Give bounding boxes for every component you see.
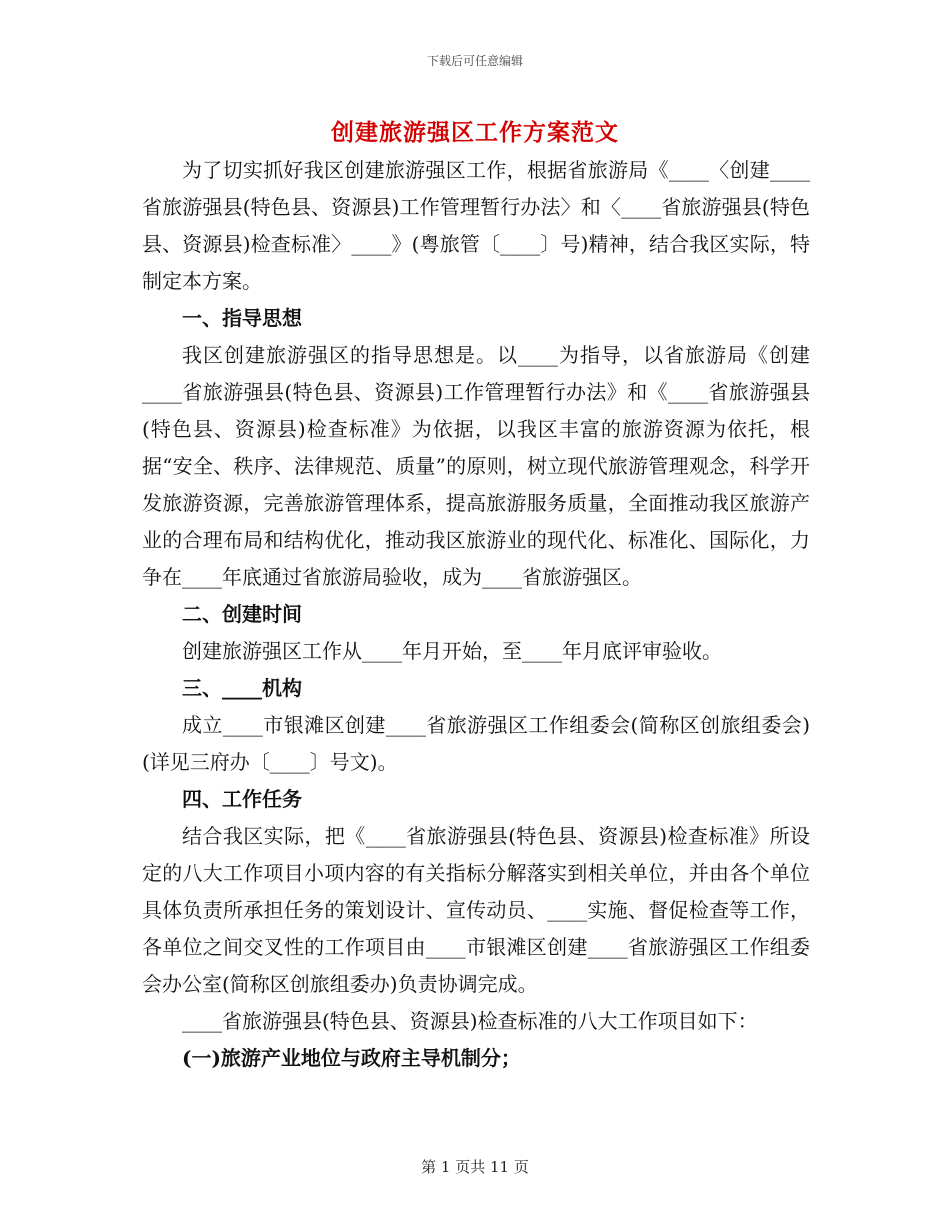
intro-paragraph: 为了切实抓好我区创建旅游强区工作，根据省旅游局《____〈创建____省旅游强县(特色县、资源县)工作管理暂行办法〉和〈____省旅游强县(特色县、资源县)检查标准〉____》(粤旅管〔____〕号)精神，结合我区实际，特制定本方案。 <box>142 158 810 293</box>
guiding-ideology-paragraph: 我区创建旅游强区的指导思想是。以____为指导，以省旅游局《创建____省旅游强县(特色县、资源县)工作管理暂行办法》和《____省旅游强县(特色县、资源县)检查标准》为依据，以我区丰富的旅游资源为依托，根据“安全、秩序、法律规范、质量”的原则，树立现代旅游管理观念，科学开发旅游资源，完善旅游管理体系，提高旅游服务质量，全面推动我区旅游产业的合理布局和结构优化，推动我区旅游业的现代化、标准化、国际化，力争在____年底通过省旅游局验收，成为____省旅游强区。 <box>142 343 810 589</box>
subsection-heading-1: (一)旅游产业地位与政府主导机制分； <box>182 1046 521 1070</box>
document-title: 创建旅游强区工作方案范文 <box>331 119 619 146</box>
organization-paragraph: 成立____市银滩区创建____省旅游强区工作组委会(简称区创旅组委会)(详见三府办〔____〕号文)。 <box>142 713 810 774</box>
tasks-paragraph: 结合我区实际，把《____省旅游强县(特色县、资源县)检查标准》所设定的八大工作项目小项内容的有关指标分解落实到相关单位，并由各个单位具体负责所承担任务的策划设计、宣传动员、____实施、督促检查等工作，各单位之间交叉性的工作项目由____市银滩区创建____省旅游强区工作组委会办公室(简称区创旅组委办)负责协调完成。 <box>142 824 810 996</box>
page-footer: 第 1 页共 11 页 <box>421 1158 529 1176</box>
section-heading-organization: 三、____机构 <box>182 676 302 700</box>
eight-items-intro-paragraph: ____省旅游强县(特色县、资源县)检查标准的八大工作项目如下： <box>182 1009 758 1033</box>
section-heading-guiding-ideology: 一、指导思想 <box>182 306 302 330</box>
document-body <box>142 152 810 1077</box>
page-header: 下载后可任意编辑 <box>426 54 523 68</box>
timeline-paragraph: 创建旅游强区工作从____年月开始，至____年月底评审验收。 <box>182 639 722 663</box>
section-heading-tasks: 四、工作任务 <box>182 787 302 811</box>
section-heading-timeline: 二、创建时间 <box>182 602 302 626</box>
